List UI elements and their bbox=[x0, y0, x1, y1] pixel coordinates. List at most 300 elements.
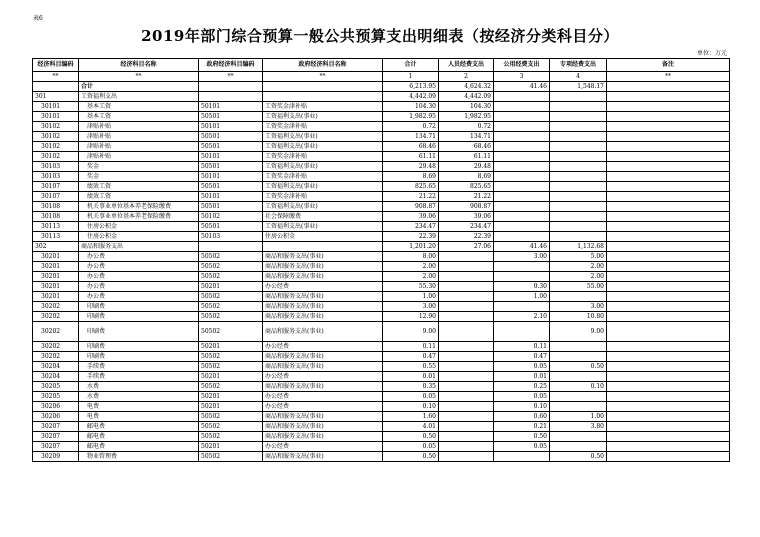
table-row bbox=[33, 222, 730, 232]
remark-cell bbox=[607, 122, 730, 132]
econ-code-cell: 30202 bbox=[33, 312, 79, 322]
special-cell: 9.00 bbox=[550, 322, 607, 342]
total-cell: 2.00 bbox=[383, 262, 439, 272]
gov-name-cell: 商品和服务支出(事业) bbox=[263, 412, 383, 422]
special-cell: 3.80 bbox=[550, 422, 607, 432]
total-cell: 0.50 bbox=[383, 432, 439, 442]
special-cell bbox=[550, 142, 607, 152]
gov-name-cell: 商品和服务支出(事业) bbox=[263, 322, 383, 342]
personnel-cell bbox=[439, 452, 494, 462]
personnel-cell: 61.11 bbox=[439, 152, 494, 162]
remark-cell bbox=[607, 152, 730, 162]
personnel-cell bbox=[439, 402, 494, 412]
gov-code-cell: 50502 bbox=[199, 272, 263, 282]
special-cell bbox=[550, 392, 607, 402]
public-cell bbox=[494, 302, 550, 312]
econ-code-cell: 30103 bbox=[33, 172, 79, 182]
table-row bbox=[33, 112, 730, 122]
table-row bbox=[33, 202, 730, 212]
special-cell bbox=[550, 92, 607, 102]
remark-cell bbox=[607, 362, 730, 372]
public-cell bbox=[494, 102, 550, 112]
index-row bbox=[33, 72, 730, 82]
econ-code-cell: 30202 bbox=[33, 352, 79, 362]
public-cell bbox=[494, 162, 550, 172]
gov-name-cell: 商品和服务支出(事业) bbox=[263, 262, 383, 272]
gov-code-cell: 50502 bbox=[199, 452, 263, 462]
public-cell bbox=[494, 182, 550, 192]
remark-cell bbox=[607, 172, 730, 182]
total-cell: 825.65 bbox=[383, 182, 439, 192]
econ-code-cell: 30103 bbox=[33, 162, 79, 172]
special-cell bbox=[550, 402, 607, 412]
gov-code-cell: 50201 bbox=[199, 372, 263, 382]
total-cell: 0.50 bbox=[383, 452, 439, 462]
gov-name-cell: 住房公积金 bbox=[263, 232, 383, 242]
econ-code-cell: 30113 bbox=[33, 232, 79, 242]
econ-name-cell: 印刷费 bbox=[79, 342, 199, 352]
personnel-cell: 1,982.95 bbox=[439, 112, 494, 122]
remark-cell bbox=[607, 352, 730, 362]
table-row bbox=[33, 152, 730, 162]
public-cell: 3.00 bbox=[494, 252, 550, 262]
gov-code-cell: 50502 bbox=[199, 312, 263, 322]
total-cell: 0.35 bbox=[383, 382, 439, 392]
public-cell bbox=[494, 202, 550, 212]
public-cell: 0.30 bbox=[494, 282, 550, 292]
personnel-cell bbox=[439, 302, 494, 312]
table-row bbox=[33, 122, 730, 132]
econ-code-cell: 30102 bbox=[33, 142, 79, 152]
public-cell: 0.10 bbox=[494, 402, 550, 412]
econ-code-cell: 30107 bbox=[33, 182, 79, 192]
public-cell: 41.46 bbox=[494, 82, 550, 92]
gov-name-cell: 商品和服务支出(事业) bbox=[263, 422, 383, 432]
gov-code-cell: 50501 bbox=[199, 142, 263, 152]
header-personnel: 人员经费支出 bbox=[439, 59, 494, 72]
remark-cell bbox=[607, 222, 730, 232]
gov-name-cell: 办公经费 bbox=[263, 402, 383, 412]
econ-name-cell: 津贴补贴 bbox=[79, 132, 199, 142]
gov-name-cell: 办公经费 bbox=[263, 342, 383, 352]
econ-name-cell: 电费 bbox=[79, 402, 199, 412]
econ-name-cell: 工资福利支出 bbox=[79, 92, 199, 102]
personnel-cell: 8.69 bbox=[439, 172, 494, 182]
gov-name-cell bbox=[263, 82, 383, 92]
econ-code-cell: 30108 bbox=[33, 212, 79, 222]
table-row bbox=[33, 312, 730, 322]
remark-cell bbox=[607, 182, 730, 192]
public-cell: 0.05 bbox=[494, 442, 550, 452]
econ-code-cell: 30201 bbox=[33, 272, 79, 282]
econ-code-cell: 30205 bbox=[33, 392, 79, 402]
public-cell bbox=[494, 322, 550, 342]
econ-name-cell: 水费 bbox=[79, 382, 199, 392]
personnel-cell bbox=[439, 432, 494, 442]
table-row bbox=[33, 182, 730, 192]
gov-code-cell: 50201 bbox=[199, 402, 263, 412]
total-cell: 104.30 bbox=[383, 102, 439, 112]
remark-cell bbox=[607, 102, 730, 112]
personnel-cell bbox=[439, 342, 494, 352]
econ-code-cell: 30102 bbox=[33, 152, 79, 162]
gov-code-cell: 50502 bbox=[199, 382, 263, 392]
total-cell: 0.10 bbox=[383, 402, 439, 412]
remark-cell bbox=[607, 232, 730, 242]
remark-cell bbox=[607, 252, 730, 262]
econ-code-cell: 30207 bbox=[33, 442, 79, 452]
gov-name-cell: 办公经费 bbox=[263, 282, 383, 292]
total-cell: 1.60 bbox=[383, 412, 439, 422]
gov-code-cell: 50101 bbox=[199, 192, 263, 202]
table-row bbox=[33, 92, 730, 102]
header-econ-code: 经济科目编码 bbox=[33, 59, 79, 72]
econ-name-cell: 住房公积金 bbox=[79, 232, 199, 242]
special-cell bbox=[550, 192, 607, 202]
total-cell: 9.00 bbox=[383, 322, 439, 342]
econ-code-cell: 30102 bbox=[33, 132, 79, 142]
table-row bbox=[33, 452, 730, 462]
econ-name-cell: 办公费 bbox=[79, 252, 199, 262]
personnel-cell: 234.47 bbox=[439, 222, 494, 232]
special-cell: 0.10 bbox=[550, 382, 607, 392]
public-cell: 0.50 bbox=[494, 432, 550, 442]
public-cell bbox=[494, 192, 550, 202]
special-cell: 1,132.68 bbox=[550, 242, 607, 252]
personnel-cell: 104.30 bbox=[439, 102, 494, 112]
remark-cell bbox=[607, 202, 730, 212]
total-cell: 0.72 bbox=[383, 122, 439, 132]
special-cell bbox=[550, 222, 607, 232]
special-cell: 2.00 bbox=[550, 262, 607, 272]
special-cell bbox=[550, 172, 607, 182]
table-row bbox=[33, 132, 730, 142]
personnel-cell bbox=[439, 252, 494, 262]
special-cell bbox=[550, 432, 607, 442]
remark-cell bbox=[607, 212, 730, 222]
public-cell bbox=[494, 232, 550, 242]
gov-code-cell: 50502 bbox=[199, 352, 263, 362]
table-row bbox=[33, 162, 730, 172]
gov-code-cell: 50101 bbox=[199, 122, 263, 132]
header-econ-name: 经济科目名称 bbox=[79, 59, 199, 72]
total-cell: 4.01 bbox=[383, 422, 439, 432]
econ-name-cell: 机关事业单位基本养老保险缴费 bbox=[79, 202, 199, 212]
econ-code-cell: 30202 bbox=[33, 302, 79, 312]
econ-name-cell: 商品和服务支出 bbox=[79, 242, 199, 252]
gov-name-cell bbox=[263, 92, 383, 102]
index-cell: 4 bbox=[550, 72, 607, 82]
public-cell: 0.05 bbox=[494, 362, 550, 372]
gov-name-cell: 工资奖金津补贴 bbox=[263, 152, 383, 162]
personnel-cell: 39.06 bbox=[439, 212, 494, 222]
gov-code-cell: 50501 bbox=[199, 222, 263, 232]
total-cell: 12.90 bbox=[383, 312, 439, 322]
index-cell: ** bbox=[33, 72, 79, 82]
econ-code-cell: 30202 bbox=[33, 322, 79, 342]
personnel-cell: 22.39 bbox=[439, 232, 494, 242]
gov-name-cell: 工资奖金津补贴 bbox=[263, 102, 383, 112]
special-cell bbox=[550, 202, 607, 212]
gov-code-cell: 50101 bbox=[199, 102, 263, 112]
special-cell: 5.00 bbox=[550, 252, 607, 262]
table-row bbox=[33, 102, 730, 112]
personnel-cell: 134.71 bbox=[439, 132, 494, 142]
table-row bbox=[33, 192, 730, 202]
econ-name-cell: 电费 bbox=[79, 412, 199, 422]
gov-code-cell: 50502 bbox=[199, 292, 263, 302]
table-row bbox=[33, 272, 730, 282]
total-cell: 8.00 bbox=[383, 252, 439, 262]
total-cell: 1,201.20 bbox=[383, 242, 439, 252]
econ-code-cell: 30107 bbox=[33, 192, 79, 202]
remark-cell bbox=[607, 292, 730, 302]
table-row bbox=[33, 302, 730, 312]
gov-code-cell: 50103 bbox=[199, 232, 263, 242]
econ-name-cell: 手续费 bbox=[79, 372, 199, 382]
table-row bbox=[33, 292, 730, 302]
budget-table bbox=[32, 58, 730, 462]
total-cell: 4,442.09 bbox=[383, 92, 439, 102]
econ-code-cell: 30206 bbox=[33, 412, 79, 422]
econ-code-cell: 30201 bbox=[33, 292, 79, 302]
econ-code-cell: 30113 bbox=[33, 222, 79, 232]
remark-cell bbox=[607, 302, 730, 312]
gov-name-cell: 商品和服务支出(事业) bbox=[263, 382, 383, 392]
remark-cell bbox=[607, 242, 730, 252]
gov-code-cell: 50201 bbox=[199, 342, 263, 352]
econ-code-cell: 301 bbox=[33, 92, 79, 102]
econ-name-cell: 基本工资 bbox=[79, 102, 199, 112]
gov-code-cell: 50501 bbox=[199, 132, 263, 142]
special-cell bbox=[550, 352, 607, 362]
remark-cell bbox=[607, 282, 730, 292]
econ-name-cell: 津贴补贴 bbox=[79, 142, 199, 152]
econ-name-cell: 合计 bbox=[79, 82, 199, 92]
special-cell: 2.00 bbox=[550, 272, 607, 282]
gov-code-cell: 50501 bbox=[199, 182, 263, 192]
personnel-cell: 21.22 bbox=[439, 192, 494, 202]
special-cell bbox=[550, 132, 607, 142]
econ-name-cell: 奖金 bbox=[79, 162, 199, 172]
total-cell: 22.39 bbox=[383, 232, 439, 242]
gov-name-cell: 商品和服务支出(事业) bbox=[263, 362, 383, 372]
econ-name-cell: 奖金 bbox=[79, 172, 199, 182]
personnel-cell: 825.65 bbox=[439, 182, 494, 192]
table-row bbox=[33, 412, 730, 422]
total-cell: 39.06 bbox=[383, 212, 439, 222]
econ-name-cell: 印刷费 bbox=[79, 322, 199, 342]
public-cell bbox=[494, 112, 550, 122]
public-cell: 0.47 bbox=[494, 352, 550, 362]
index-cell: ** bbox=[263, 72, 383, 82]
gov-code-cell bbox=[199, 242, 263, 252]
gov-name-cell: 工资福利支出(事业) bbox=[263, 162, 383, 172]
total-cell: 0.11 bbox=[383, 342, 439, 352]
special-cell: 10.80 bbox=[550, 312, 607, 322]
personnel-cell bbox=[439, 272, 494, 282]
total-cell: 29.48 bbox=[383, 162, 439, 172]
gov-name-cell: 商品和服务支出(事业) bbox=[263, 352, 383, 362]
remark-cell bbox=[607, 422, 730, 432]
personnel-cell bbox=[439, 292, 494, 302]
personnel-cell bbox=[439, 282, 494, 292]
special-cell bbox=[550, 152, 607, 162]
public-cell: 2.10 bbox=[494, 312, 550, 322]
gov-code-cell: 50501 bbox=[199, 112, 263, 122]
public-cell: 41.46 bbox=[494, 242, 550, 252]
table-row bbox=[33, 172, 730, 182]
public-cell: 0.01 bbox=[494, 372, 550, 382]
special-cell bbox=[550, 442, 607, 452]
special-cell: 1.00 bbox=[550, 412, 607, 422]
personnel-cell: 68.46 bbox=[439, 142, 494, 152]
special-cell bbox=[550, 372, 607, 382]
personnel-cell: 0.72 bbox=[439, 122, 494, 132]
gov-name-cell: 商品和服务支出(事业) bbox=[263, 302, 383, 312]
personnel-cell bbox=[439, 382, 494, 392]
econ-name-cell: 邮电费 bbox=[79, 442, 199, 452]
gov-name-cell: 办公经费 bbox=[263, 372, 383, 382]
personnel-cell bbox=[439, 352, 494, 362]
total-cell: 61.11 bbox=[383, 152, 439, 162]
public-cell bbox=[494, 92, 550, 102]
total-cell: 21.22 bbox=[383, 192, 439, 202]
econ-name-cell: 办公费 bbox=[79, 292, 199, 302]
total-cell: 0.47 bbox=[383, 352, 439, 362]
econ-name-cell: 物业管理费 bbox=[79, 452, 199, 462]
personnel-cell bbox=[439, 312, 494, 322]
econ-code-cell: 30207 bbox=[33, 422, 79, 432]
table-row bbox=[33, 262, 730, 272]
public-cell: 0.25 bbox=[494, 382, 550, 392]
econ-name-cell: 机关事业单位基本养老保险缴费 bbox=[79, 212, 199, 222]
gov-code-cell: 50501 bbox=[199, 162, 263, 172]
personnel-cell bbox=[439, 262, 494, 272]
public-cell bbox=[494, 122, 550, 132]
remark-cell bbox=[607, 372, 730, 382]
public-cell bbox=[494, 452, 550, 462]
table-row bbox=[33, 322, 730, 342]
header-total: 合计 bbox=[383, 59, 439, 72]
special-cell bbox=[550, 182, 607, 192]
total-cell: 68.46 bbox=[383, 142, 439, 152]
special-cell bbox=[550, 212, 607, 222]
gov-code-cell: 50502 bbox=[199, 362, 263, 372]
econ-code-cell: 30101 bbox=[33, 102, 79, 112]
table-body bbox=[33, 82, 730, 462]
special-cell bbox=[550, 342, 607, 352]
special-cell bbox=[550, 232, 607, 242]
econ-code-cell: 30201 bbox=[33, 252, 79, 262]
table-row bbox=[33, 212, 730, 222]
table-row bbox=[33, 382, 730, 392]
table-row bbox=[33, 242, 730, 252]
public-cell: 1.00 bbox=[494, 292, 550, 302]
personnel-cell bbox=[439, 412, 494, 422]
public-cell: 0.05 bbox=[494, 392, 550, 402]
table-row bbox=[33, 422, 730, 432]
personnel-cell: 908.87 bbox=[439, 202, 494, 212]
public-cell: 0.21 bbox=[494, 422, 550, 432]
total-cell: 0.05 bbox=[383, 442, 439, 452]
table-row bbox=[33, 82, 730, 92]
econ-name-cell: 印刷费 bbox=[79, 352, 199, 362]
index-cell: 1 bbox=[383, 72, 439, 82]
total-cell: 8.69 bbox=[383, 172, 439, 182]
gov-code-cell: 50201 bbox=[199, 282, 263, 292]
gov-name-cell: 工资福利支出(事业) bbox=[263, 182, 383, 192]
econ-code-cell: 30207 bbox=[33, 432, 79, 442]
econ-code-cell: 30202 bbox=[33, 342, 79, 352]
econ-name-cell: 印刷费 bbox=[79, 302, 199, 312]
gov-code-cell: 50502 bbox=[199, 262, 263, 272]
public-cell bbox=[494, 272, 550, 282]
table-row bbox=[33, 402, 730, 412]
table-row bbox=[33, 142, 730, 152]
gov-code-cell: 50502 bbox=[199, 322, 263, 342]
index-cell: ** bbox=[79, 72, 199, 82]
personnel-cell bbox=[439, 422, 494, 432]
econ-code-cell: 30205 bbox=[33, 382, 79, 392]
gov-code-cell: 50502 bbox=[199, 252, 263, 262]
public-cell bbox=[494, 172, 550, 182]
public-cell bbox=[494, 262, 550, 272]
special-cell: 1,548.17 bbox=[550, 82, 607, 92]
personnel-cell bbox=[439, 362, 494, 372]
econ-code-cell: 30204 bbox=[33, 362, 79, 372]
gov-name-cell: 工资奖金津补贴 bbox=[263, 192, 383, 202]
econ-code-cell: 30101 bbox=[33, 112, 79, 122]
table-row bbox=[33, 352, 730, 362]
total-cell: 1.00 bbox=[383, 292, 439, 302]
gov-name-cell: 商品和服务支出(事业) bbox=[263, 312, 383, 322]
personnel-cell bbox=[439, 372, 494, 382]
econ-name-cell: 印刷费 bbox=[79, 312, 199, 322]
personnel-cell bbox=[439, 442, 494, 452]
econ-code-cell: 30108 bbox=[33, 202, 79, 212]
special-cell: 55.00 bbox=[550, 282, 607, 292]
special-cell bbox=[550, 102, 607, 112]
public-cell: 0.60 bbox=[494, 412, 550, 422]
gov-code-cell: 50502 bbox=[199, 422, 263, 432]
gov-name-cell: 工资福利支出(事业) bbox=[263, 132, 383, 142]
econ-name-cell: 绩效工资 bbox=[79, 182, 199, 192]
gov-name-cell: 工资奖金津补贴 bbox=[263, 172, 383, 182]
gov-code-cell: 50101 bbox=[199, 172, 263, 182]
econ-name-cell: 津贴补贴 bbox=[79, 122, 199, 132]
table-row bbox=[33, 432, 730, 442]
econ-code-cell: 30206 bbox=[33, 402, 79, 412]
gov-name-cell: 商品和服务支出(事业) bbox=[263, 432, 383, 442]
table-row bbox=[33, 252, 730, 262]
gov-name-cell: 社会保障缴费 bbox=[263, 212, 383, 222]
page-title: 2019年部门综合预算一般公共预算支出明细表（按经济分类科目分） bbox=[141, 27, 619, 45]
table-row bbox=[33, 372, 730, 382]
econ-name-cell: 办公费 bbox=[79, 262, 199, 272]
gov-code-cell bbox=[199, 92, 263, 102]
special-cell bbox=[550, 112, 607, 122]
header-public: 公用经费支出 bbox=[494, 59, 550, 72]
gov-name-cell: 商品和服务支出(事业) bbox=[263, 272, 383, 282]
gov-name-cell: 办公经费 bbox=[263, 442, 383, 452]
econ-code-cell: 30102 bbox=[33, 122, 79, 132]
index-cell: ** bbox=[607, 72, 730, 82]
public-cell bbox=[494, 152, 550, 162]
gov-code-cell bbox=[199, 82, 263, 92]
personnel-cell bbox=[439, 322, 494, 342]
total-cell: 908.87 bbox=[383, 202, 439, 212]
